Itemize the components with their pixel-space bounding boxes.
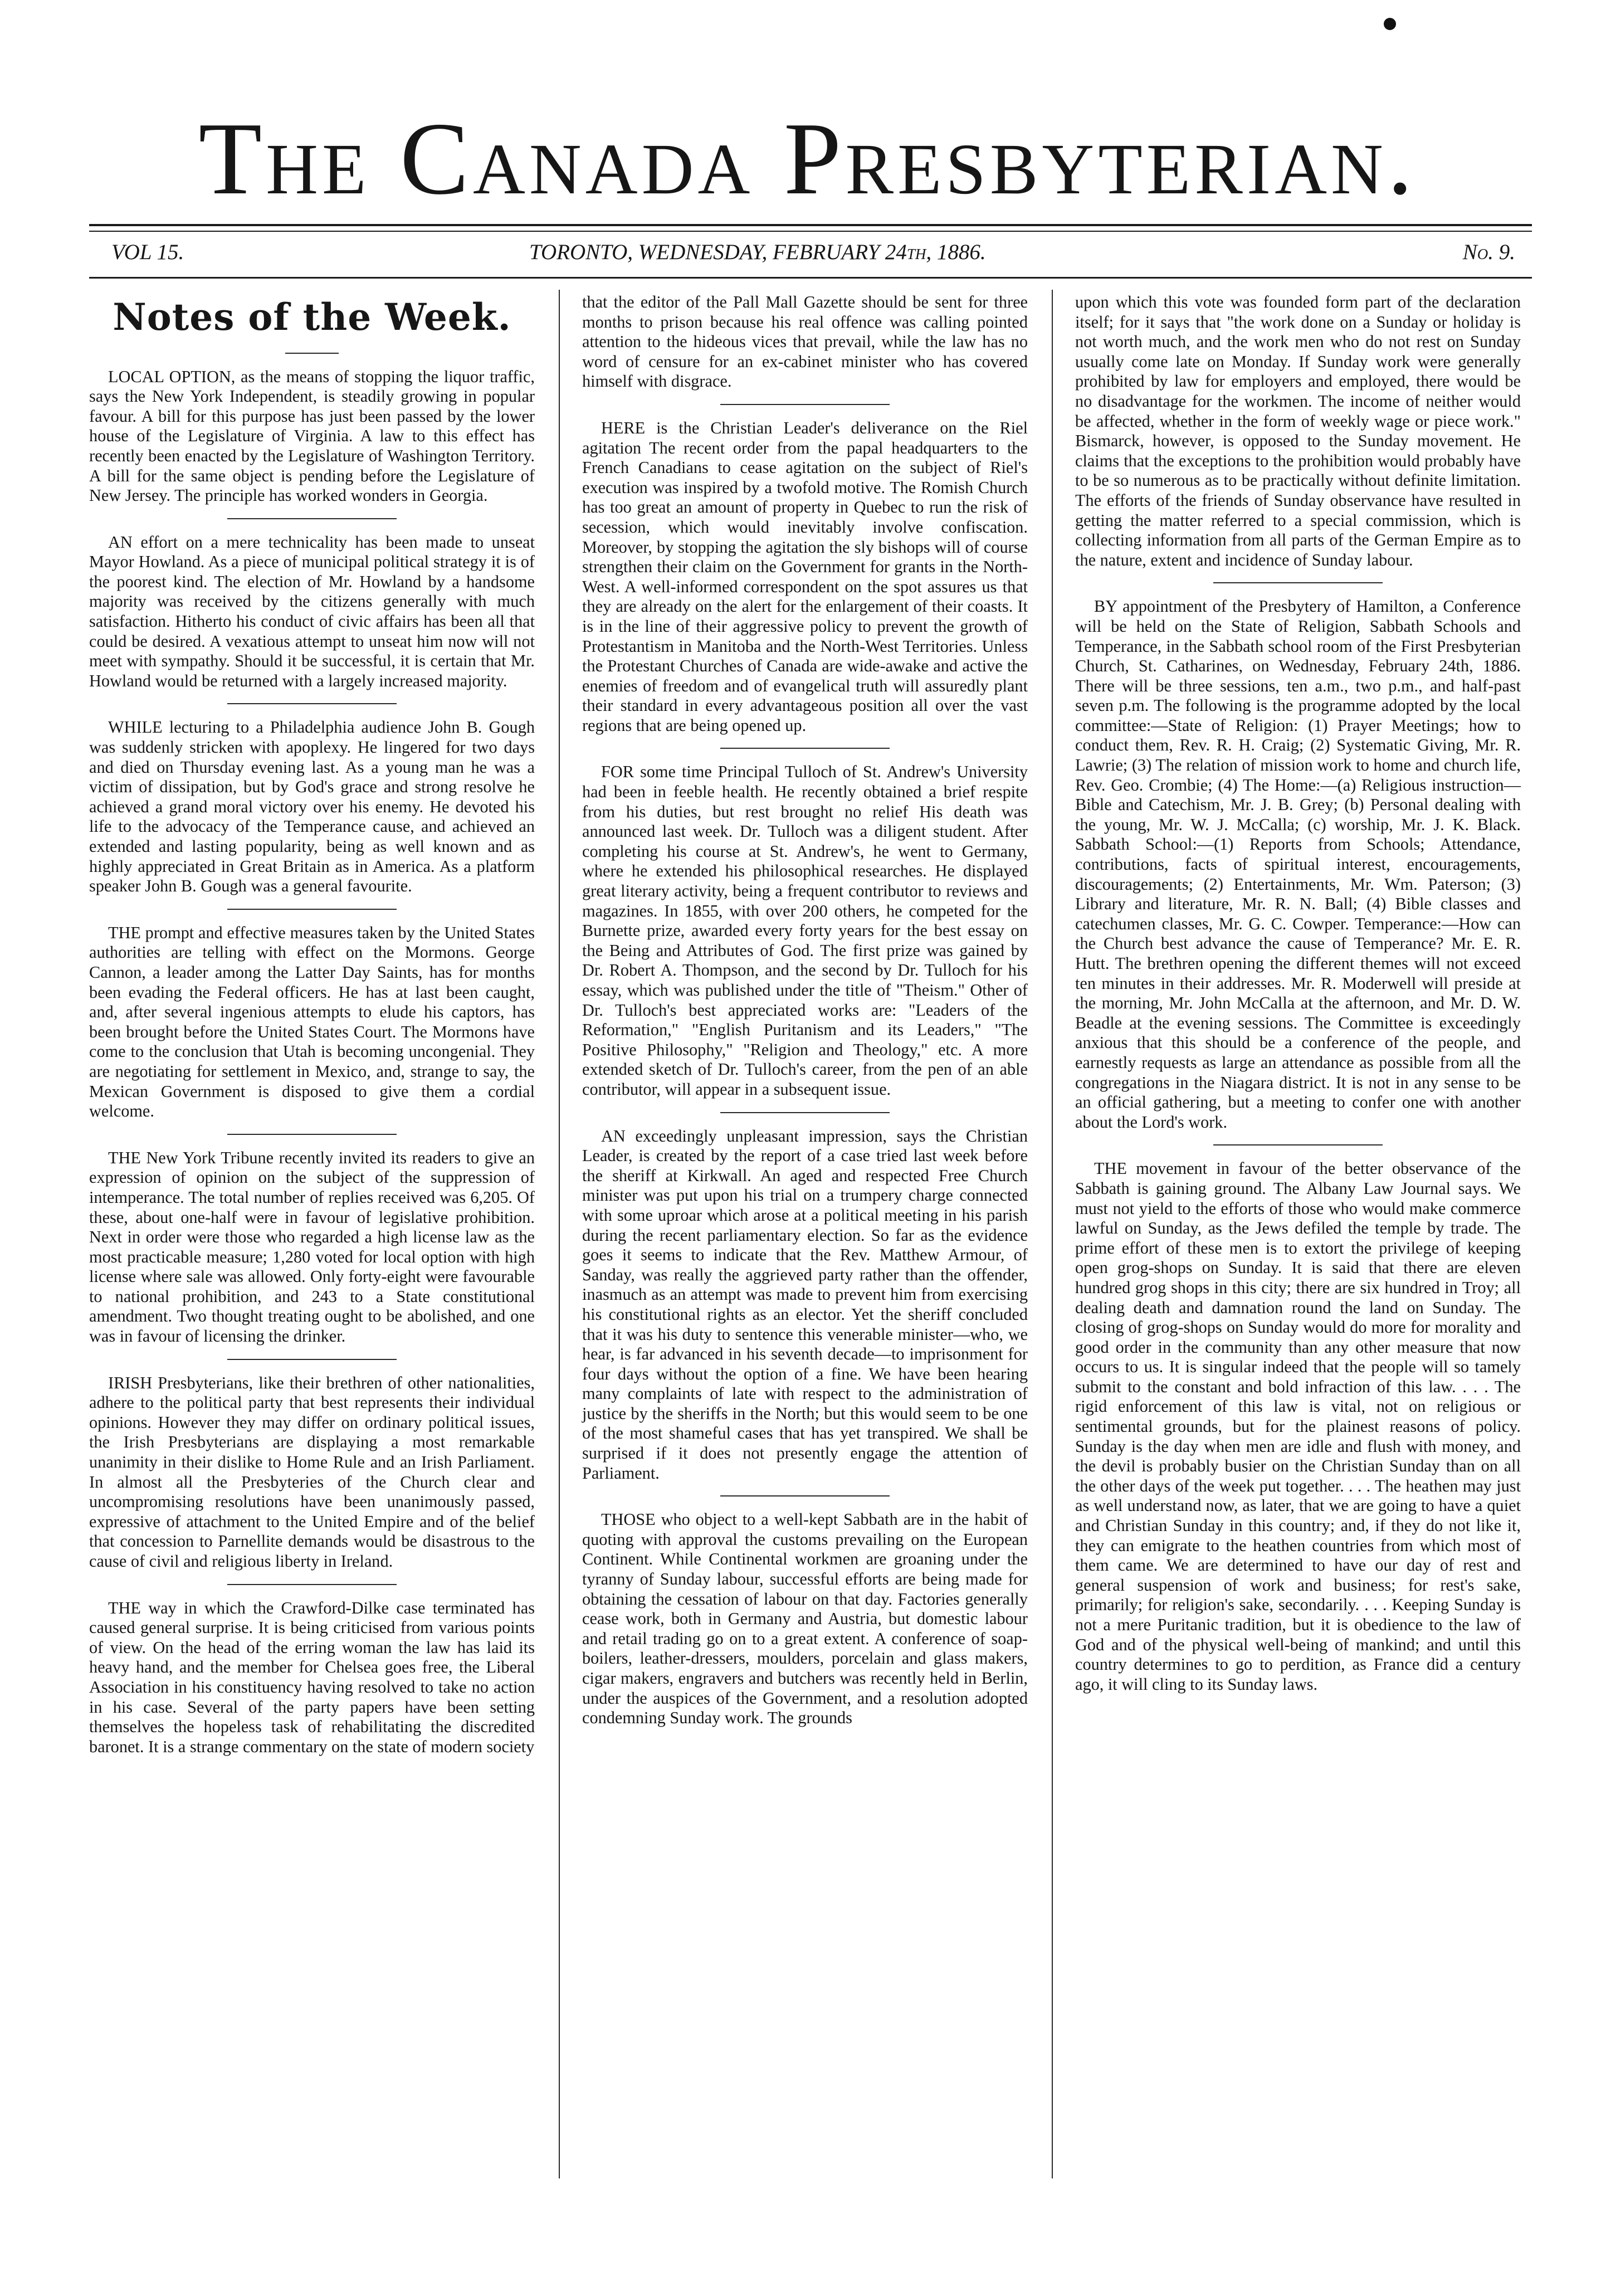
article-separator [227, 518, 397, 519]
paragraph-hamilton-conference: BY appointment of the Presbytery of Hamilton, a Conference will be held on the State of Religion, Sabbath Schools and Temperance, in the Sabbath school room of the First Presbyterian Church, St. Catharines, on Wednesday, February 24th, 1886. There will be three sessions, ten a.m., two p.m., and half-past seven p.m. The following is the programme adopted by the local committee:—State of Religion: (1) Prayer Meetings; how to conduct them, Rev. R. H. Craig; (2) Systematic Giving, Mr. R. Lawrie; (3) The relation of mission work to home and church life, Rev. Geo. Crombie; (4) The Home:—(a) Religious instruction—Bible and Catechism, Mr. J. B. Grey; (b) Personal dealing with the young, Mr. W. J. McCalla; (c) worship, Mr. J. K. Black. Sabbath School:—(1) Reports from Schools; Attendance, contributions, facts of spiritual interest, encouragements, discouragements; (2) Entertainments, Mr. Wm. Paterson; (3) Library and literature, Mr. R. N. Ball; (4) Bible classes and catechumen classes, Mr. G. C. Cowper. Temperance:—How can the Church best advance the cause of Temperance? Mr. E. R. Hutt. The brethren opening the different themes will not exceed ten minutes in their addresses. Mr. R. Moderwell will preside at the morning, Mr. John McCalla at the afternoon, and Mr. D. W. Beadle at the evening sessions. The Committee is exceedingly anxious that this should be a conference of the people, and earnestly requests as large an attendance as possible from all the congregations in the Niagara district. It is not in any sense to be an official gathering, but a meeting to confer one with another about the Lord's work. [1075, 597, 1521, 1132]
column-divider-2 [1052, 290, 1053, 2178]
heading-rule [285, 353, 339, 354]
article-separator [720, 748, 890, 749]
article-separator [227, 1359, 397, 1360]
paragraph-mormons: THE prompt and effective measures taken by the United States authorities are telling with effect on the Mormons. George Cannon, a leader among the Latter Day Saints, has for months been evading the Federal officers. He has at last been caught, and, after several ingenious attempts to elude his captors, has been brought before the United States Court. The Mormons have come to the conclusion that Utah is becoming uncongenial. They are negotiating for settlement in Mexico, and, strange to say, the Mexican Government is disposed to give them a cordial welcome. [89, 923, 535, 1121]
paragraph-sunday-labour: upon which this vote was founded form part of the declaration itself; for it says that "the work done on a Sunday or holiday is not worth much, and the work men who do not rest on Sunday usually come late on Monday. If Sunday work were generally prohibited by law for employers and employed, there would be no disadvantage for the workmen. The income of neither would be affected, whether in the form of weekly wage or piece work." Bismarck, however, is opposed to the Sunday movement. He claims that the exceptions to the prohibition would probably have to be so numerous as to be practically without definite limitation. The efforts of the friends of Sunday observance have resulted in getting the matter referred to a special commission, which is collecting information from all parts of the German Empire as to the nature, extent and incidence of Sunday labour. [1075, 293, 1521, 569]
article-separator [227, 1134, 397, 1135]
column-divider-1 [559, 290, 560, 2178]
article-separator [227, 703, 397, 704]
article-separator [227, 909, 397, 910]
paragraph-local-option: LOCAL OPTION, as the means of stopping the liquor traffic, says the New York Independent, is steadily growing in popular favour. A bill for this purpose has just been passed by the lower house of the Legislature of Virginia. A law to this effect has recently been enacted by the Legislature of Washington Territory. A bill for the same object is pending before the Legislature of New Jersey. The principle has worked wonders in Georgia. [89, 367, 535, 505]
section-heading: Notes of the Week. [113, 295, 511, 339]
paragraph-principal-tulloch: FOR some time Principal Tulloch of St. Andrew's University had been in feeble health. He recently obtained a brief respite from his duties, but rest brought no relief His death was announced last week. Dr. Tulloch was a diligent student. After completing his course at St. Andrew's, he went to Germany, where he extended his philosophical researches. He displayed great literary activity, being a frequent contributor to reviews and magazines. In 1855, with over 200 others, he competed for the Burnette prize, awarded every forty years for the best essay on the Being and Attributes of God. The first prize was gained by Dr. Robert A. Thompson, and the second by Dr. Tulloch for his essay, which was published under the title of "Theism." Other of Dr. Tulloch's best appreciated works are: "Leaders of the Reformation," "English Puritanism and its Leaders," "The Positive Philosophy," "Religion and Theology," etc. A more extended sketch of Dr. Tulloch's career, from the pen of an able contributor, will appear in a subsequent issue. [582, 762, 1028, 1099]
newspaper-title: The Canada Presbyterian. [198, 101, 1417, 216]
paragraph-kirkwall-case: AN exceedingly unpleasant impression, says the Christian Leader, is created by the report of a case tried last week before the sheriff at Kirkwall. An aged and respected Free Church minister was put upon his trial on a trumpery charge connected with some uproar which arose at a political meeting in his parish during the recent parliamentary election. So far as the evidence goes it seems to indicate that the Rev. Matthew Armour, of Sanday, was really the aggrieved party rather than the offender, inasmuch as an attempt was made to prevent him from exercising his constitutional rights as an elector. Yet the sheriff concluded that it was his duty to sentence this venerable minister—who, we hear, is far advanced in his seventh decade—to imprisonment for four days without the option of a fine. We have been hearing many complaints of late with respect to the administration of justice by the sheriffs in the North; but this would seem to be one of the most shameful cases that has yet transpired. We shall be surprised if it does not presently engage the attention of Parliament. [582, 1126, 1028, 1483]
article-separator [1213, 582, 1383, 583]
masthead [84, 100, 1532, 217]
column-left [89, 293, 535, 1757]
article-separator [720, 1112, 890, 1113]
article-separator [227, 1584, 397, 1585]
masthead-rule-inner [89, 231, 1532, 232]
paragraph-tribune-poll: THE New York Tribune recently invited its readers to give an expression of opinion on the subject of the suppression of intemperance. The total number of replies received was 6,205. Of these, about one-half were in favour of legislative prohibition. Next in order were those who regarded a high license law as the most practicable measure; 1,280 voted for local option with high license where sale was allowed. Only forty-eight were favourable to national prohibition, and 243 to a State constitutional amendment. Two thought treating ought to be abolished, and one was in favour of licensing the drinker. [89, 1148, 535, 1346]
ink-blot [1384, 18, 1396, 30]
paragraph-pall-mall: that the editor of the Pall Mall Gazette should be sent for three months to prison because his real offence was calling pointed attention to the hideous vices that prevail, while the law has no word of censure for an ex-cabinet minister who has covered himself with disgrace. [582, 293, 1028, 391]
paragraph-irish-presbyterians: IRISH Presbyterians, like their brethren of other nationalities, adhere to the political party that best represents their individual opinions. However they may differ on ordinary political issues, the Irish Presbyterians are displaying a most remarkable unanimity in their dislike to Home Rule and an Irish Parliament. In almost all the Presbyteries of the Church clear and uncompromising resolutions have been unanimously passed, expressive of attachment to the United Empire and of the belief that concession to Parnellite demands would be disastrous to the cause of civil and religious liberty in Ireland. [89, 1373, 535, 1571]
article-separator [720, 1495, 890, 1496]
paragraph-continental-sabbath: THOSE who object to a well-kept Sabbath are in the habit of quoting with approval the customs prevailing on the European Continent. While Continental workmen are groaning under the tyranny of Sunday labour, successful efforts are being made for obtaining the cessation of labour on that day. Factories generally cease work, both in Germany and Austria, but domestic labour and retail trading go on to a great extent. A conference of soap-boilers, leather-dressers, moulders, porcelain and glass makers, cigar makers, engravers and butchers was recently held in Berlin, under the auspices of the Government, and a resolution adopted condemning Sunday work. The grounds [582, 1510, 1028, 1728]
paragraph-sabbath-observance: THE movement in favour of the better observance of the Sabbath is gaining ground. The Albany Law Journal says. We must not yield to the efforts of those who would make commerce lawful on Sunday, as the Jews defiled the temple by trade. The prime effort of these men is to extort the privilege of keeping open grog-shops on Sunday. It is said that there are eleven hundred grog shops in this city; there are six hundred in Troy; all dealing death and damnation round the land on Sunday. The closing of grog-shops on Sunday would do more for morality and good order in the community than any other measure that now occurs to us. It is singular indeed that the people will so tamely submit to the constant and bold infraction of this law. . . . The rigid enforcement of this law is vital, not on religious or sentimental grounds, but for the plainest reasons of policy. Sunday is the day when men are idle and flush with money, and the devil is probably busier on the Christian Sunday than on all the other days of the week put together. . . . The heathen may just as well understand now, as later, that we are going to have a quiet and Christian Sunday in this country; and, if they do not like it, they can emigrate to the heathen countries from which most of them came. We are determined to have our day of rest and general suspension of work and business; for rest's sake, primarily; for religion's sake, secondarily. . . . Keeping Sunday is not a mere Puritanic tradition, but it is obedience to the law of God and of the physical well-being of mankind; and until this country determines to go to perdition, as France did a century ago, it will cling to its Sunday laws. [1075, 1159, 1521, 1694]
paragraph-john-gough: WHILE lecturing to a Philadelphia audience John B. Gough was suddenly stricken with apoplexy. He lingered for two days and died on Thursday evening last. As a young man he was a victim of dissipation, but by God's grace and strong resolve he achieved a grand moral victory over his enemy. He devoted his life to the advocacy of the Temperance cause, and achieved an extended and lasting popularity, being as well known and as highly appreciated in Great Britain as in America. As a platform speaker John B. Gough was a general favourite. [89, 718, 535, 896]
dateline-rule [89, 277, 1532, 279]
article-separator [1213, 1144, 1383, 1145]
column-middle [582, 293, 1028, 1728]
paragraph-riel-agitation: HERE is the Christian Leader's deliverance on the Riel agitation The recent order from the papal headquarters to the French Canadians to cease agitation on the subject of Riel's execution was inspired by a twofold motive. The Romish Church has too great an amount of property in Quebec to run the risk of secession, which would inevitably involve confiscation. Moreover, by stopping the agitation the sly bishops will of course strengthen their claim on the Government for grants in the North-West. A well-informed correspondent on the spot assures us that they are already on the alert for the enlargement of their coasts. It is in the line of their aggressive policy to prevent the growth of Protestantism in Manitoba and the North-West Territories. Unless the Protestant Churches of Canada are wide-awake and active the enemies of freedom and of evangelical truth will assuredly plant their standard in every advantageous position all over the vast regions that are being opened up. [582, 418, 1028, 735]
paragraph-crawford-dilke: THE way in which the Crawford-Dilke case terminated has caused general surprise. It is being criticised from various points of view. On the head of the erring woman the law has laid its heavy hand, and the member for Chelsea goes free, the Liberal Association in his constituency having resolved to take no action in his case. Several of the party papers have been setting themselves the hopeless task of rehabilitating the discredited baronet. It is a strange commentary on the state of modern society [89, 1598, 535, 1756]
issue-number: No. 9. [1462, 240, 1515, 264]
article-separator [720, 404, 890, 405]
paragraph-mayor-howland: AN effort on a mere technicality has been made to unseat Mayor Howland. As a piece of municipal political strategy it is of the poorest kind. The election of Mr. Howland by a handsome majority was received by the citizens generally with much satisfaction. Hitherto his conduct of civic affairs has been all that could be desired. A vexatious attempt to unseat him now will not meet with sympathy. Should it be successful, it is certain that Mr. Howland would be returned with a largely increased majority. [89, 532, 535, 690]
masthead-rule-top [89, 224, 1532, 226]
volume-number: VOL 15. [111, 240, 184, 264]
column-right [1075, 293, 1521, 1694]
dateline [89, 240, 1532, 273]
issue-date: TORONTO, WEDNESDAY, FEBRUARY 24th, 1886. [529, 240, 986, 264]
